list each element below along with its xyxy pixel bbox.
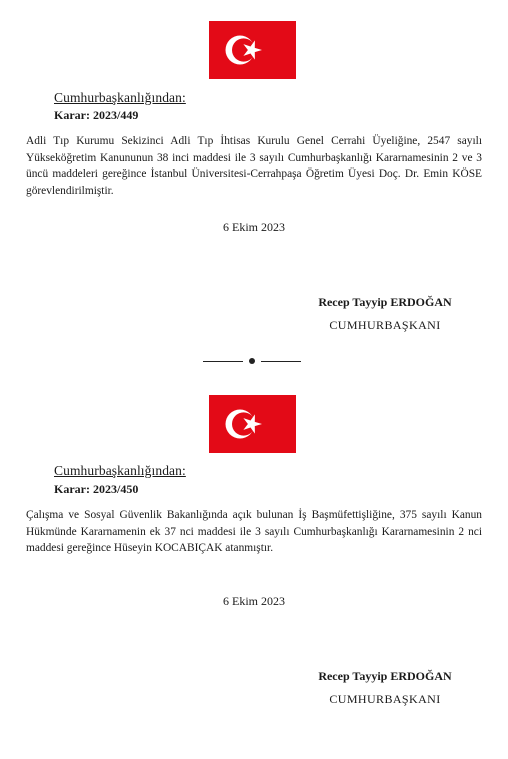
decree-1-body: Adli Tıp Kurumu Sekizinci Adli Tıp İhtisas Kurulu Genel Cerrahi Üyeliğine, 2547 sayılı Yükseköğretim Kanununun 38 inci maddesi ile 3 sayılı Cumhurbaşkanlığı Kararnamesinin 2 ve 3 üncü maddeleri gereğince İstanbul Üniversitesi-Cerrahpaşa Öğretim Üyesi Doç. Dr. Emin KÖSE görevlendirilmiştir.: [26, 135, 482, 197]
decree-2-signatory-name: Recep Tayyip ERDOĞAN: [318, 669, 452, 683]
decree-2-decision-number: Karar: 2023/450: [54, 482, 139, 496]
decree-1-signatory-name: Recep Tayyip ERDOĞAN: [318, 295, 452, 309]
decree-2-date: 6 Ekim 2023: [223, 594, 285, 608]
turkish-flag-icon: [209, 395, 296, 453]
decree-2-body: Çalışma ve Sosyal Güvenlik Bakanlığında açık bulunan İş Başmüfettişliğine, 375 sayılı Kanun Hükmünde Kararnamenin ek 37 nci maddesi ile 3 sayılı Cumhurbaşkanlığı Kararnamesinin 2 nci maddesi gereğince Hüseyin KOCABIÇAK atanmıştır.: [26, 509, 482, 554]
decree-1-date: 6 Ekim 2023: [223, 220, 285, 234]
decree-1-signatory-title: CUMHURBAŞKANI: [329, 318, 441, 332]
decree-2-signatory-title: CUMHURBAŞKANI: [329, 692, 441, 706]
decree-1-decision-number: Karar: 2023/449: [54, 108, 139, 122]
turkish-flag-icon: [209, 21, 296, 79]
decree-2-heading: Cumhurbaşkanlığından:: [54, 463, 186, 478]
decree-1-heading: Cumhurbaşkanlığından:: [54, 90, 186, 105]
separator-dot-icon: [203, 355, 301, 367]
